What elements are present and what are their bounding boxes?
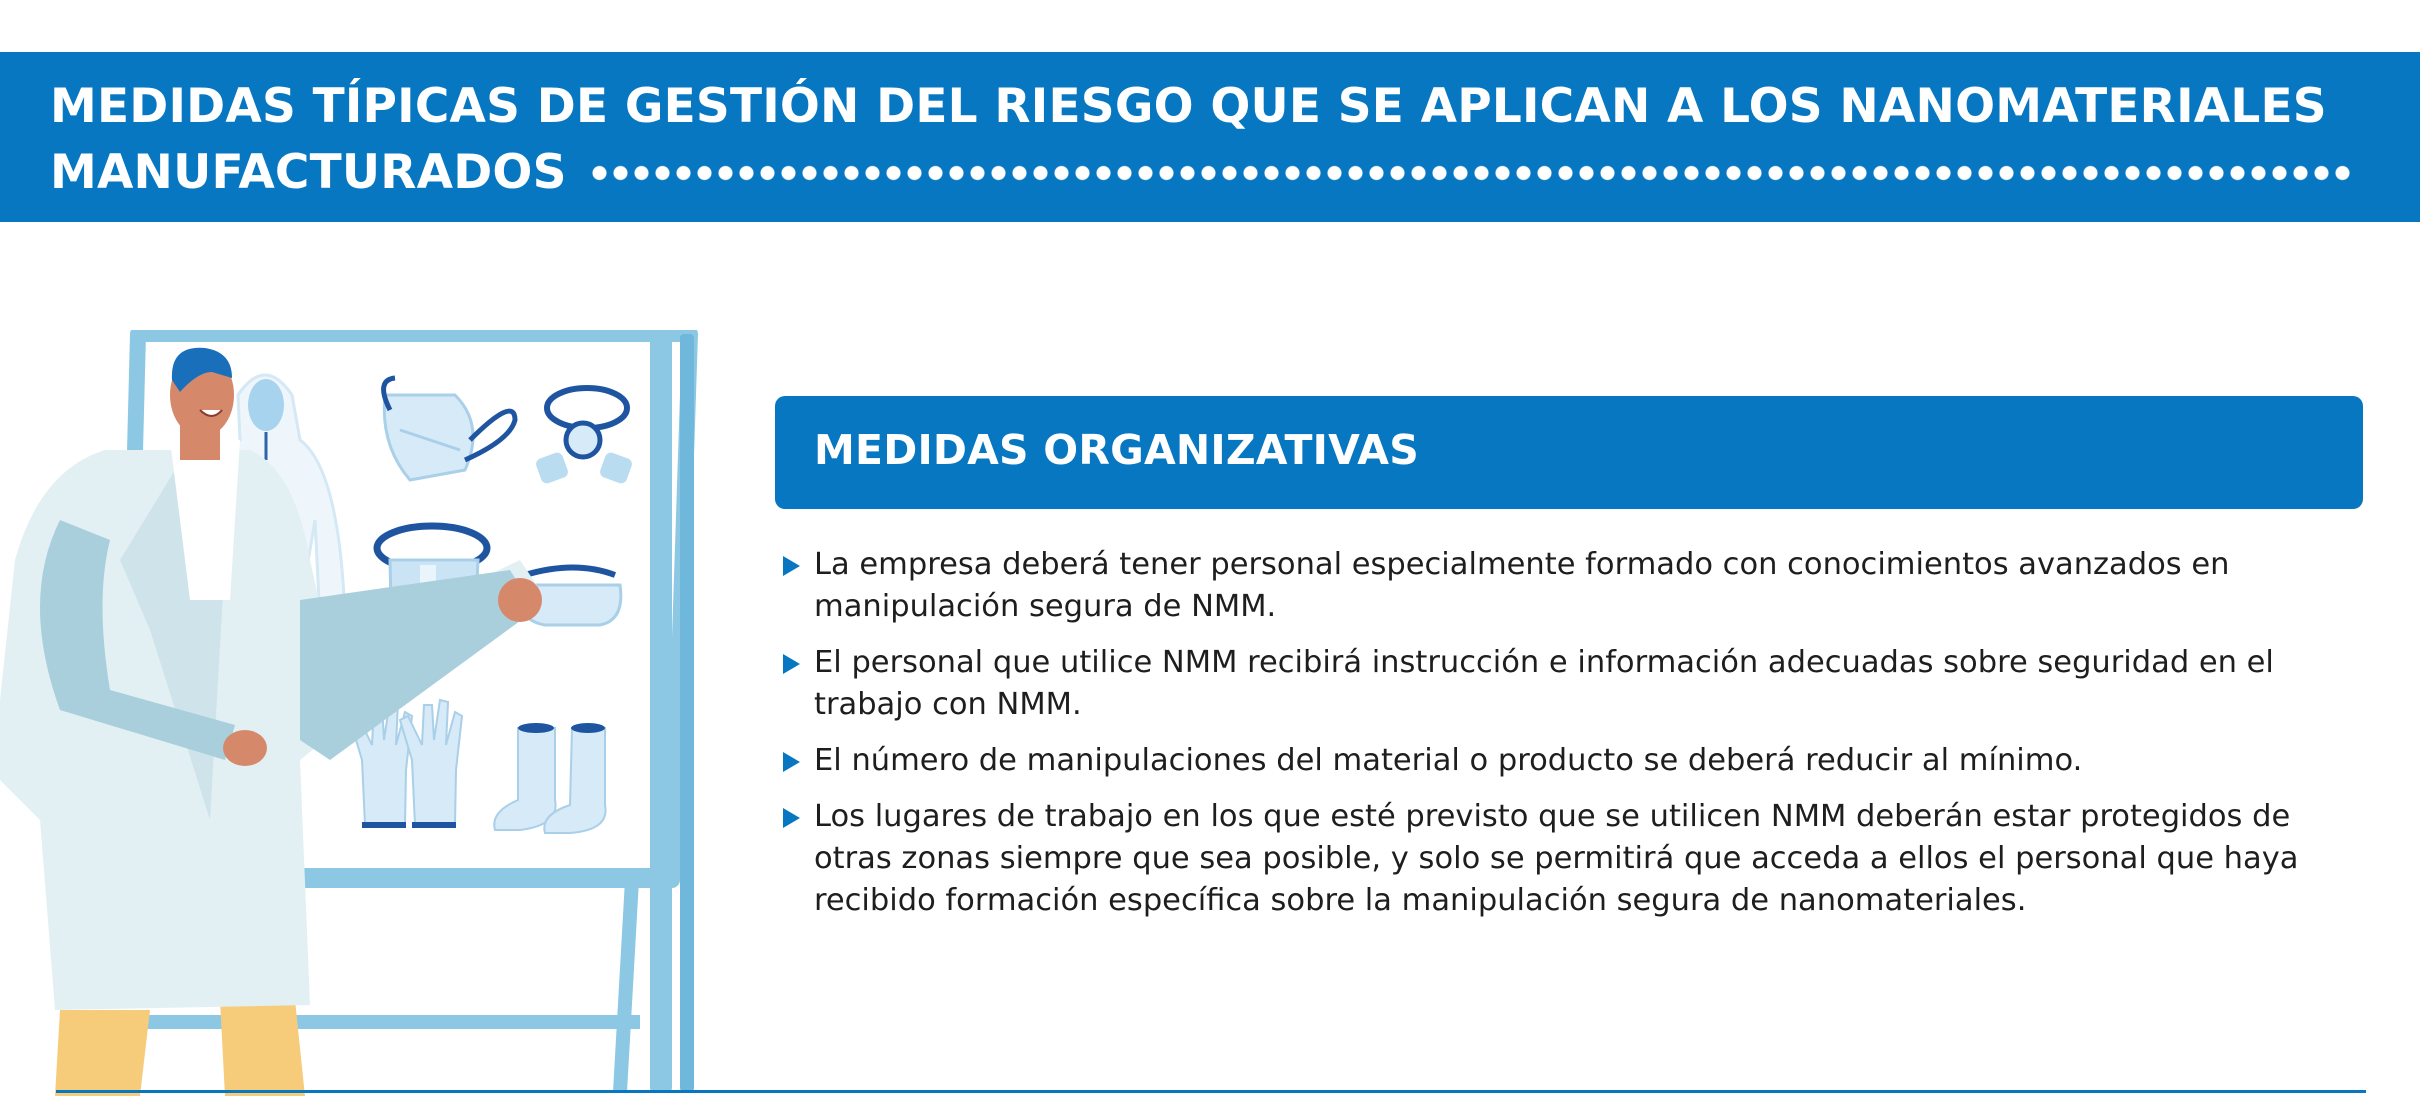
page-title-line2: MANUFACTURADOS [50, 145, 567, 200]
list-item [780, 642, 2370, 726]
list-item-text: Los lugares de trabajo en los que esté previsto que se utilicen NMM deberán estar protegidos de otras zonas siempre que sea posible, y solo se permitirá que acceda a ellos el personal que haya recibido formación específica sobre la manipulación segura de nanomateriales. [814, 799, 2299, 918]
measures-list [780, 544, 2370, 936]
triangle-bullet-icon [783, 808, 800, 828]
triangle-bullet-icon [783, 654, 800, 674]
list-item-text: La empresa deberá tener personal especialmente formado con conocimientos avanzados en manipulación segura de NMM. [814, 547, 2230, 624]
page-title-line2-row [50, 140, 2350, 206]
list-item [780, 740, 2370, 782]
list-item [780, 796, 2370, 922]
triangle-bullet-icon [783, 752, 800, 772]
dot-leader [589, 165, 2350, 181]
section-header [775, 396, 2363, 509]
section-title: MEDIDAS ORGANIZATIVAS [814, 426, 1419, 474]
page-title-line1: MEDIDAS TÍPICAS DE GESTIÓN DEL RIESGO QUE SE APLICAN A LOS NANOMATERIALES [50, 79, 2327, 134]
ppe-illustration [0, 330, 730, 1096]
triangle-bullet-icon [783, 556, 800, 576]
header-banner [0, 52, 2420, 222]
list-item [780, 544, 2370, 628]
list-item-text: El personal que utilice NMM recibirá instrucción e información adecuadas sobre seguridad en el trabajo con NMM. [814, 645, 2274, 722]
bottom-divider [56, 1090, 2366, 1093]
page-title [50, 74, 2350, 206]
list-item-text: El número de manipulaciones del material o producto se deberá reducir al mínimo. [814, 743, 2083, 778]
